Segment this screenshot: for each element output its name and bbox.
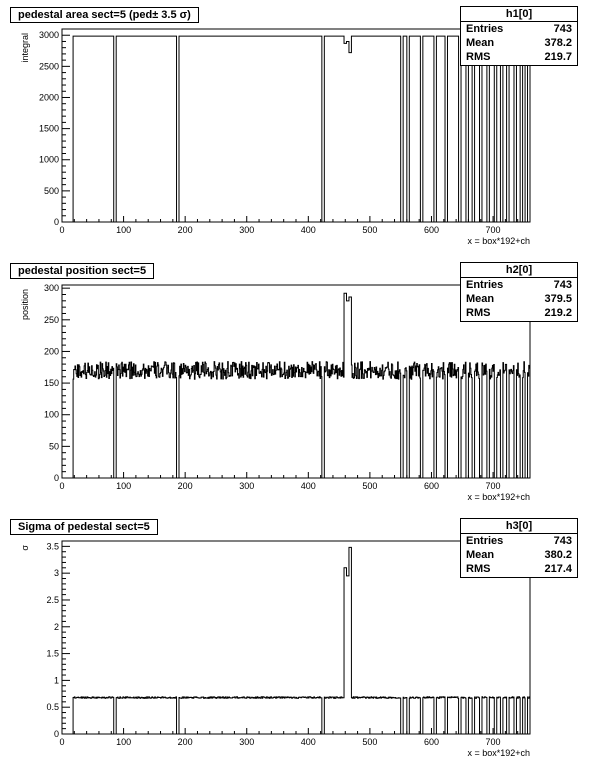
y-tick-label: 3 <box>53 568 59 579</box>
stats-name: h1[0] <box>461 7 577 22</box>
x-tick-label: 0 <box>59 225 65 235</box>
y-tick-label: 1.5 <box>46 648 59 659</box>
y-axis-label: σ <box>20 545 30 551</box>
y-tick-label: 0.5 <box>46 702 59 713</box>
x-tick-label: 0 <box>59 481 65 491</box>
stats-rms: 217.4 <box>544 563 572 575</box>
x-axis-label: x = box*192+ch <box>467 492 530 502</box>
y-tick-label: 1 <box>53 675 59 686</box>
y-tick-label: 0 <box>53 729 59 739</box>
y-tick-label: 1000 <box>38 154 59 165</box>
x-tick-label: 200 <box>177 737 193 747</box>
stats-box: h3[0] Entries 743 Mean 380.2 RMS 217.4 <box>460 518 578 578</box>
chart-title: Sigma of pedestal sect=5 <box>10 519 158 535</box>
stats-entries: 743 <box>553 535 572 547</box>
x-tick-label: 100 <box>116 481 132 491</box>
x-tick-label: 700 <box>485 737 501 747</box>
stats-rms: 219.7 <box>544 51 572 63</box>
y-tick-label: 2 <box>53 621 59 632</box>
y-tick-label: 2.5 <box>46 594 59 605</box>
stats-entries: 743 <box>553 23 572 35</box>
x-tick-label: 200 <box>177 481 193 491</box>
x-tick-label: 400 <box>300 225 316 235</box>
x-tick-label: 300 <box>239 481 255 491</box>
x-tick-label: 700 <box>485 481 501 491</box>
y-axis-label: position <box>20 289 30 321</box>
x-tick-label: 400 <box>300 481 316 491</box>
x-tick-label: 300 <box>239 225 255 235</box>
panel-pedestal-area <box>0 0 596 256</box>
y-tick-label: 500 <box>43 185 59 196</box>
y-tick-label: 0 <box>53 473 59 483</box>
x-tick-label: 500 <box>362 481 378 491</box>
x-tick-label: 0 <box>59 737 65 747</box>
y-tick-label: 250 <box>43 314 59 325</box>
x-tick-label: 500 <box>362 225 378 235</box>
stats-entries: 743 <box>553 279 572 291</box>
y-tick-label: 1500 <box>38 123 59 134</box>
x-tick-label: 200 <box>177 225 193 235</box>
x-tick-label: 100 <box>116 737 132 747</box>
x-axis-label: x = box*192+ch <box>467 236 530 246</box>
x-tick-label: 500 <box>362 737 378 747</box>
y-tick-label: 2500 <box>38 61 59 72</box>
stats-name: h2[0] <box>461 263 577 278</box>
chart-title: pedestal area sect=5 (ped± 3.5 σ) <box>10 7 199 23</box>
x-tick-label: 600 <box>423 225 439 235</box>
x-tick-label: 600 <box>423 737 439 747</box>
y-tick-label: 50 <box>48 441 59 452</box>
y-tick-label: 3.5 <box>46 541 59 552</box>
x-tick-label: 700 <box>485 225 501 235</box>
stats-mean: 379.5 <box>544 293 572 305</box>
stats-mean: 380.2 <box>544 549 572 561</box>
stats-name: h3[0] <box>461 519 577 534</box>
y-tick-label: 300 <box>43 283 59 294</box>
stats-box: h2[0] Entries 743 Mean 379.5 RMS 219.2 <box>460 262 578 322</box>
x-tick-label: 600 <box>423 481 439 491</box>
x-tick-label: 400 <box>300 737 316 747</box>
x-tick-label: 300 <box>239 737 255 747</box>
panel-sigma-pedestal <box>0 512 596 768</box>
y-tick-label: 0 <box>53 217 59 227</box>
panel-pedestal-position <box>0 256 596 512</box>
y-tick-label: 2000 <box>38 92 59 103</box>
y-tick-label: 200 <box>43 346 59 357</box>
y-tick-label: 3000 <box>38 30 59 41</box>
stats-box: h1[0] Entries 743 Mean 378.2 RMS 219.7 <box>460 6 578 66</box>
y-tick-label: 100 <box>43 409 59 420</box>
stats-rms: 219.2 <box>544 307 572 319</box>
stats-mean: 378.2 <box>544 37 572 49</box>
y-tick-label: 150 <box>43 378 59 389</box>
y-axis-label: integral <box>20 33 30 63</box>
x-axis-label: x = box*192+ch <box>467 748 530 758</box>
x-tick-label: 100 <box>116 225 132 235</box>
chart-title: pedestal position sect=5 <box>10 263 154 279</box>
